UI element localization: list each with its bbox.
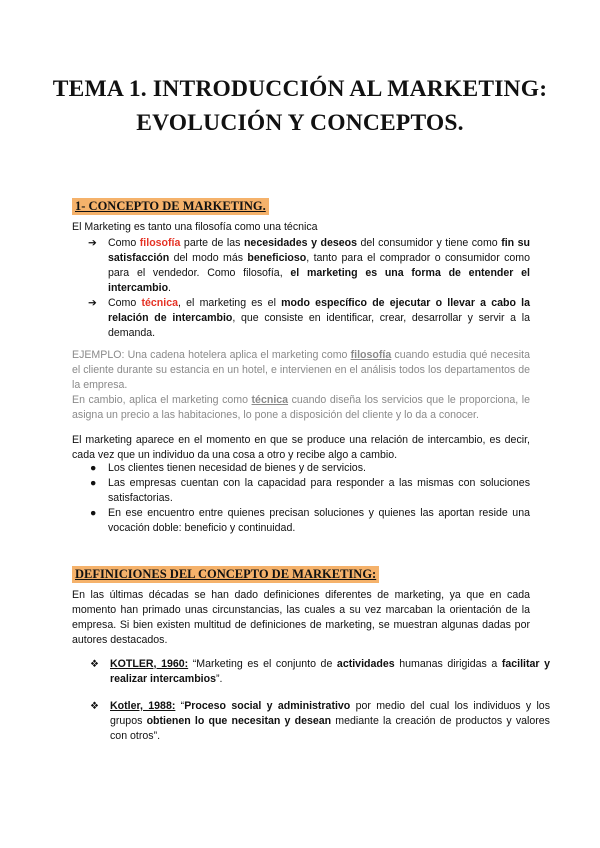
bold-span: modo específico de ejecutar o llevar a cabo la relación de intercambio — [108, 297, 531, 324]
section1-heading: 1- CONCEPTO DE MARKETING. — [72, 198, 269, 215]
section1-intro: El Marketing es tanto una filosofía como una técnica — [72, 221, 318, 233]
arrow-item-tecnica — [88, 296, 530, 341]
document-title-line1: TEMA 1. INTRODUCCIÓN AL MARKETING: — [52, 76, 548, 102]
text-span: Como — [108, 297, 142, 309]
bold-span: fin su satisfacción — [108, 237, 531, 264]
arrow-item-filosofia — [88, 236, 530, 296]
bullet-item — [88, 476, 530, 506]
underlined-term: filosofía — [350, 349, 392, 361]
concept-arrow-list — [88, 236, 530, 341]
bullet-icon: ● — [90, 477, 97, 489]
underlined-term: técnica — [251, 394, 289, 406]
text-span: cuando estudia qué necesita el cliente durante su estancia en un hotel, e intervienen en el análisis todos los departamentos de la empresa. — [72, 349, 530, 391]
text-span: cuando diseña los servicios que le proporciona, le asigna un precio a las habitaciones, lo pone a disposición del cliente y lo da a conocer. — [72, 394, 530, 421]
bullet-text: Los clientes tienen necesidad de bienes y de servicios. — [108, 462, 366, 474]
arrow-icon: ➔ — [88, 297, 97, 309]
text-span: EJEMPLO: Una cadena hotelera aplica el marketing como — [72, 349, 351, 361]
text-span: “ — [175, 700, 185, 712]
bold-span: facilitar y realizar intercambios — [110, 658, 551, 685]
bullet-item — [88, 461, 530, 476]
bullet-item — [88, 506, 530, 536]
bold-span: necesidades y deseos — [243, 237, 357, 249]
text-span: , que consiste en identificar, crear, desarrollar y servir a la demanda. — [108, 312, 530, 339]
diamond-bullet-icon: ❖ — [90, 701, 99, 712]
text-span: parte de las — [180, 237, 244, 249]
bold-span: Proceso social y administrativo — [184, 700, 351, 712]
bold-span: beneficioso — [247, 252, 307, 264]
text-span: mediante la creación de productos y valores con otros”. — [110, 715, 550, 742]
document-title-line2: EVOLUCIÓN Y CONCEPTOS. — [136, 110, 464, 136]
bold-span: obtienen lo que necesitan y desean — [146, 715, 332, 727]
bold-span: actividades — [336, 658, 395, 670]
text-span: . — [168, 282, 171, 294]
text-span: humanas dirigidas a — [394, 658, 502, 670]
text-span: por medio del cual los individuos y los grupos — [110, 700, 550, 727]
definition-kotler-1988 — [90, 699, 550, 744]
section2-intro: En las últimas décadas se han dado definiciones diferentes de marketing, ya que en cada momento han primado unas circunstancias, las cuales a su vez marcaban la orientación de la empresa. Si bien existen multitud de definiciones de marketing, se muestran algunas dadas por autores destacados. — [72, 589, 530, 646]
example-paragraph-2 — [72, 393, 530, 423]
bullet-text: En ese encuentro entre quienes precisan soluciones y quienes las aportan reside una vocación doble: beneficio y continuidad. — [108, 507, 530, 534]
definition-author: KOTLER, 1960: — [110, 658, 189, 670]
text-span: “Marketing es el conjunto de — [188, 658, 337, 670]
bullet-icon: ● — [90, 507, 97, 519]
definition-author: Kotler, 1988: — [110, 700, 176, 712]
arrow-icon: ➔ — [88, 237, 97, 249]
text-span: ”. — [215, 673, 223, 685]
example-paragraph-1 — [72, 348, 530, 393]
bold-span: el marketing es una forma de entender el intercambio — [108, 267, 530, 294]
diamond-bullet-icon: ❖ — [90, 659, 99, 670]
text-span: , tanto para el comprador o consumidor como para el vendedor. Como filosofía, — [108, 252, 530, 279]
exchange-bullet-list — [88, 461, 530, 536]
text-span: del modo más — [169, 252, 248, 264]
section2-heading: DEFINICIONES DEL CONCEPTO DE MARKETING: — [72, 566, 379, 583]
text-span: En cambio, aplica el marketing como — [72, 394, 252, 406]
text-span: , el marketing es el — [177, 297, 282, 309]
highlight-filosofia: filosofía — [139, 237, 181, 249]
highlight-tecnica: técnica — [141, 297, 178, 309]
bullet-icon: ● — [90, 462, 97, 474]
section1-paragraph-2: El marketing aparece en el momento en que se produce una relación de intercambio, es decir, cada vez que un individuo da una cosa a otro y recibe algo a cambio. — [72, 434, 530, 461]
definition-kotler-1960 — [90, 657, 550, 687]
text-span: Como — [108, 237, 140, 249]
bullet-text: Las empresas cuentan con la capacidad para responder a las mismas con soluciones satisfactorias. — [108, 477, 530, 504]
text-span: del consumidor y tiene como — [357, 237, 502, 249]
